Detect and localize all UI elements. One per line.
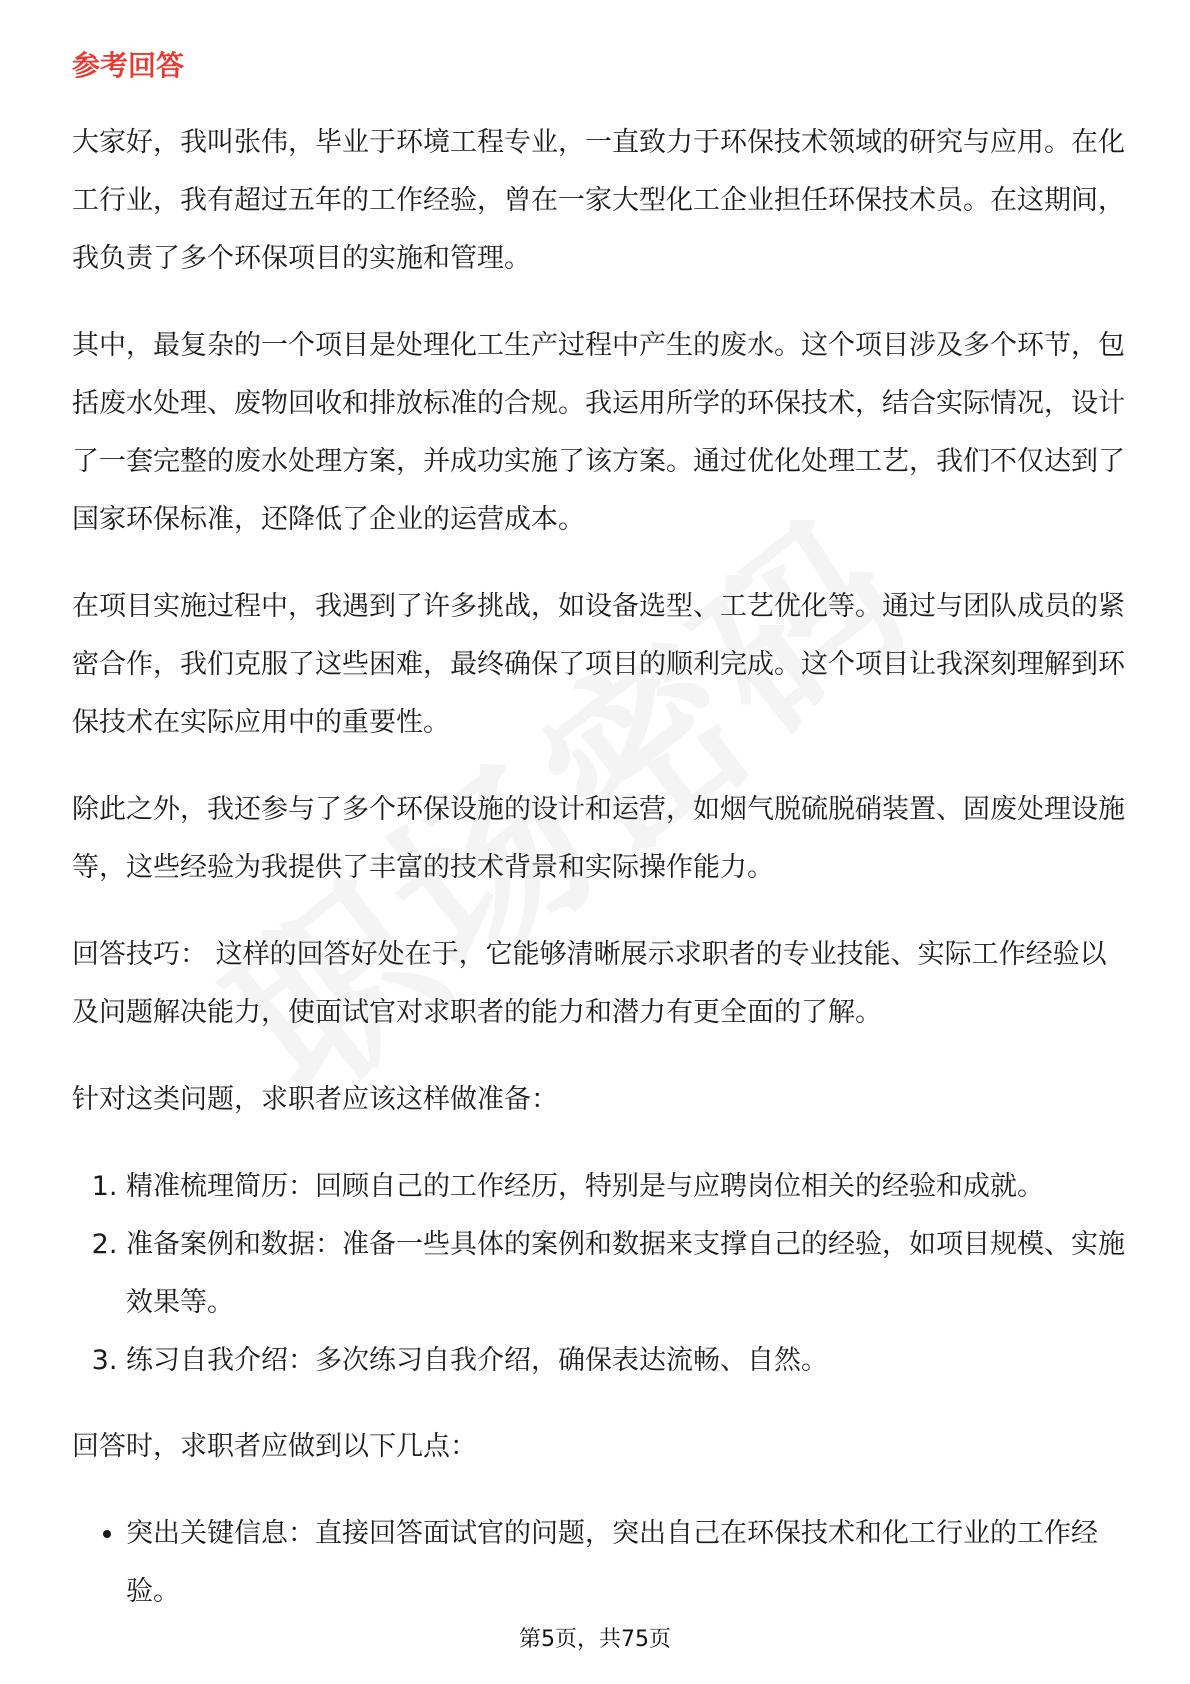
prep-list-item: 2. 准备案例和数据：准备一些具体的案例和数据来支撑自己的经验，如项目规模、实施效果等。 [126, 1216, 1132, 1332]
paragraph-additional: 除此之外，我还参与了多个环保设施的设计和运营，如烟气脱硫脱硝装置、固废处理设施等，这些经验为我提供了丰富的技术背景和实际操作能力。 [72, 794, 1125, 883]
prep-list-item: 3. 练习自我介绍：多次练习自我介绍，确保表达流畅、自然。 [126, 1332, 1132, 1390]
paragraph-intro: 大家好，我叫张伟，毕业于环境工程专业，一直致力于环保技术领域的研究与应用。在化工行业，我有超过五年的工作经验，曾在一家大型化工企业担任环保技术员。在这期间，我负责了多个环保项目的实施和管理。 [72, 127, 1125, 274]
paragraph-challenges: 在项目实施过程中，我遇到了许多挑战，如设备选型、工艺优化等。通过与团队成员的紧密合作，我们克服了这些困难，最终确保了项目的顺利完成。这个项目让我深刻理解到环保技术在实际应用中的重要性。 [72, 591, 1125, 738]
prep-list [72, 1158, 1132, 1390]
prep-list-item: 1. 精准梳理简历：回顾自己的工作经历，特别是与应聘岗位相关的经验和成就。 [126, 1158, 1132, 1216]
paragraph-answer-tips: 回答技巧： 这样的回答好处在于，它能够清晰展示求职者的专业技能、实际工作经验以及问题解决能力，使面试官对求职者的能力和潜力有更全面的了解。 [72, 939, 1107, 1028]
document-body [72, 46, 1132, 1649]
paragraph-answer-intro: 回答时，求职者应做到以下几点： [72, 1431, 477, 1462]
section-heading: 参考回答 [72, 49, 185, 82]
paragraph-project: 其中，最复杂的一个项目是处理化工生产过程中产生的废水。这个项目涉及多个环节，包括废水处理、废物回收和排放标准的合规。我运用所学的环保技术，结合实际情况，设计了一套完整的废水处理方案，并成功实施了该方案。通过优化处理工艺，我们不仅达到了国家环保标准，还降低了企业的运营成本。 [72, 330, 1125, 535]
answer-list-item: • 突出关键信息：直接回答面试官的问题，突出自己在环保技术和化工行业的工作经验。 [126, 1505, 1132, 1621]
paragraph-prep-intro: 针对这类问题，求职者应该这样做准备： [72, 1084, 558, 1115]
answer-list [72, 1505, 1132, 1621]
page-footer: 第5页，共75页 [519, 1627, 671, 1652]
